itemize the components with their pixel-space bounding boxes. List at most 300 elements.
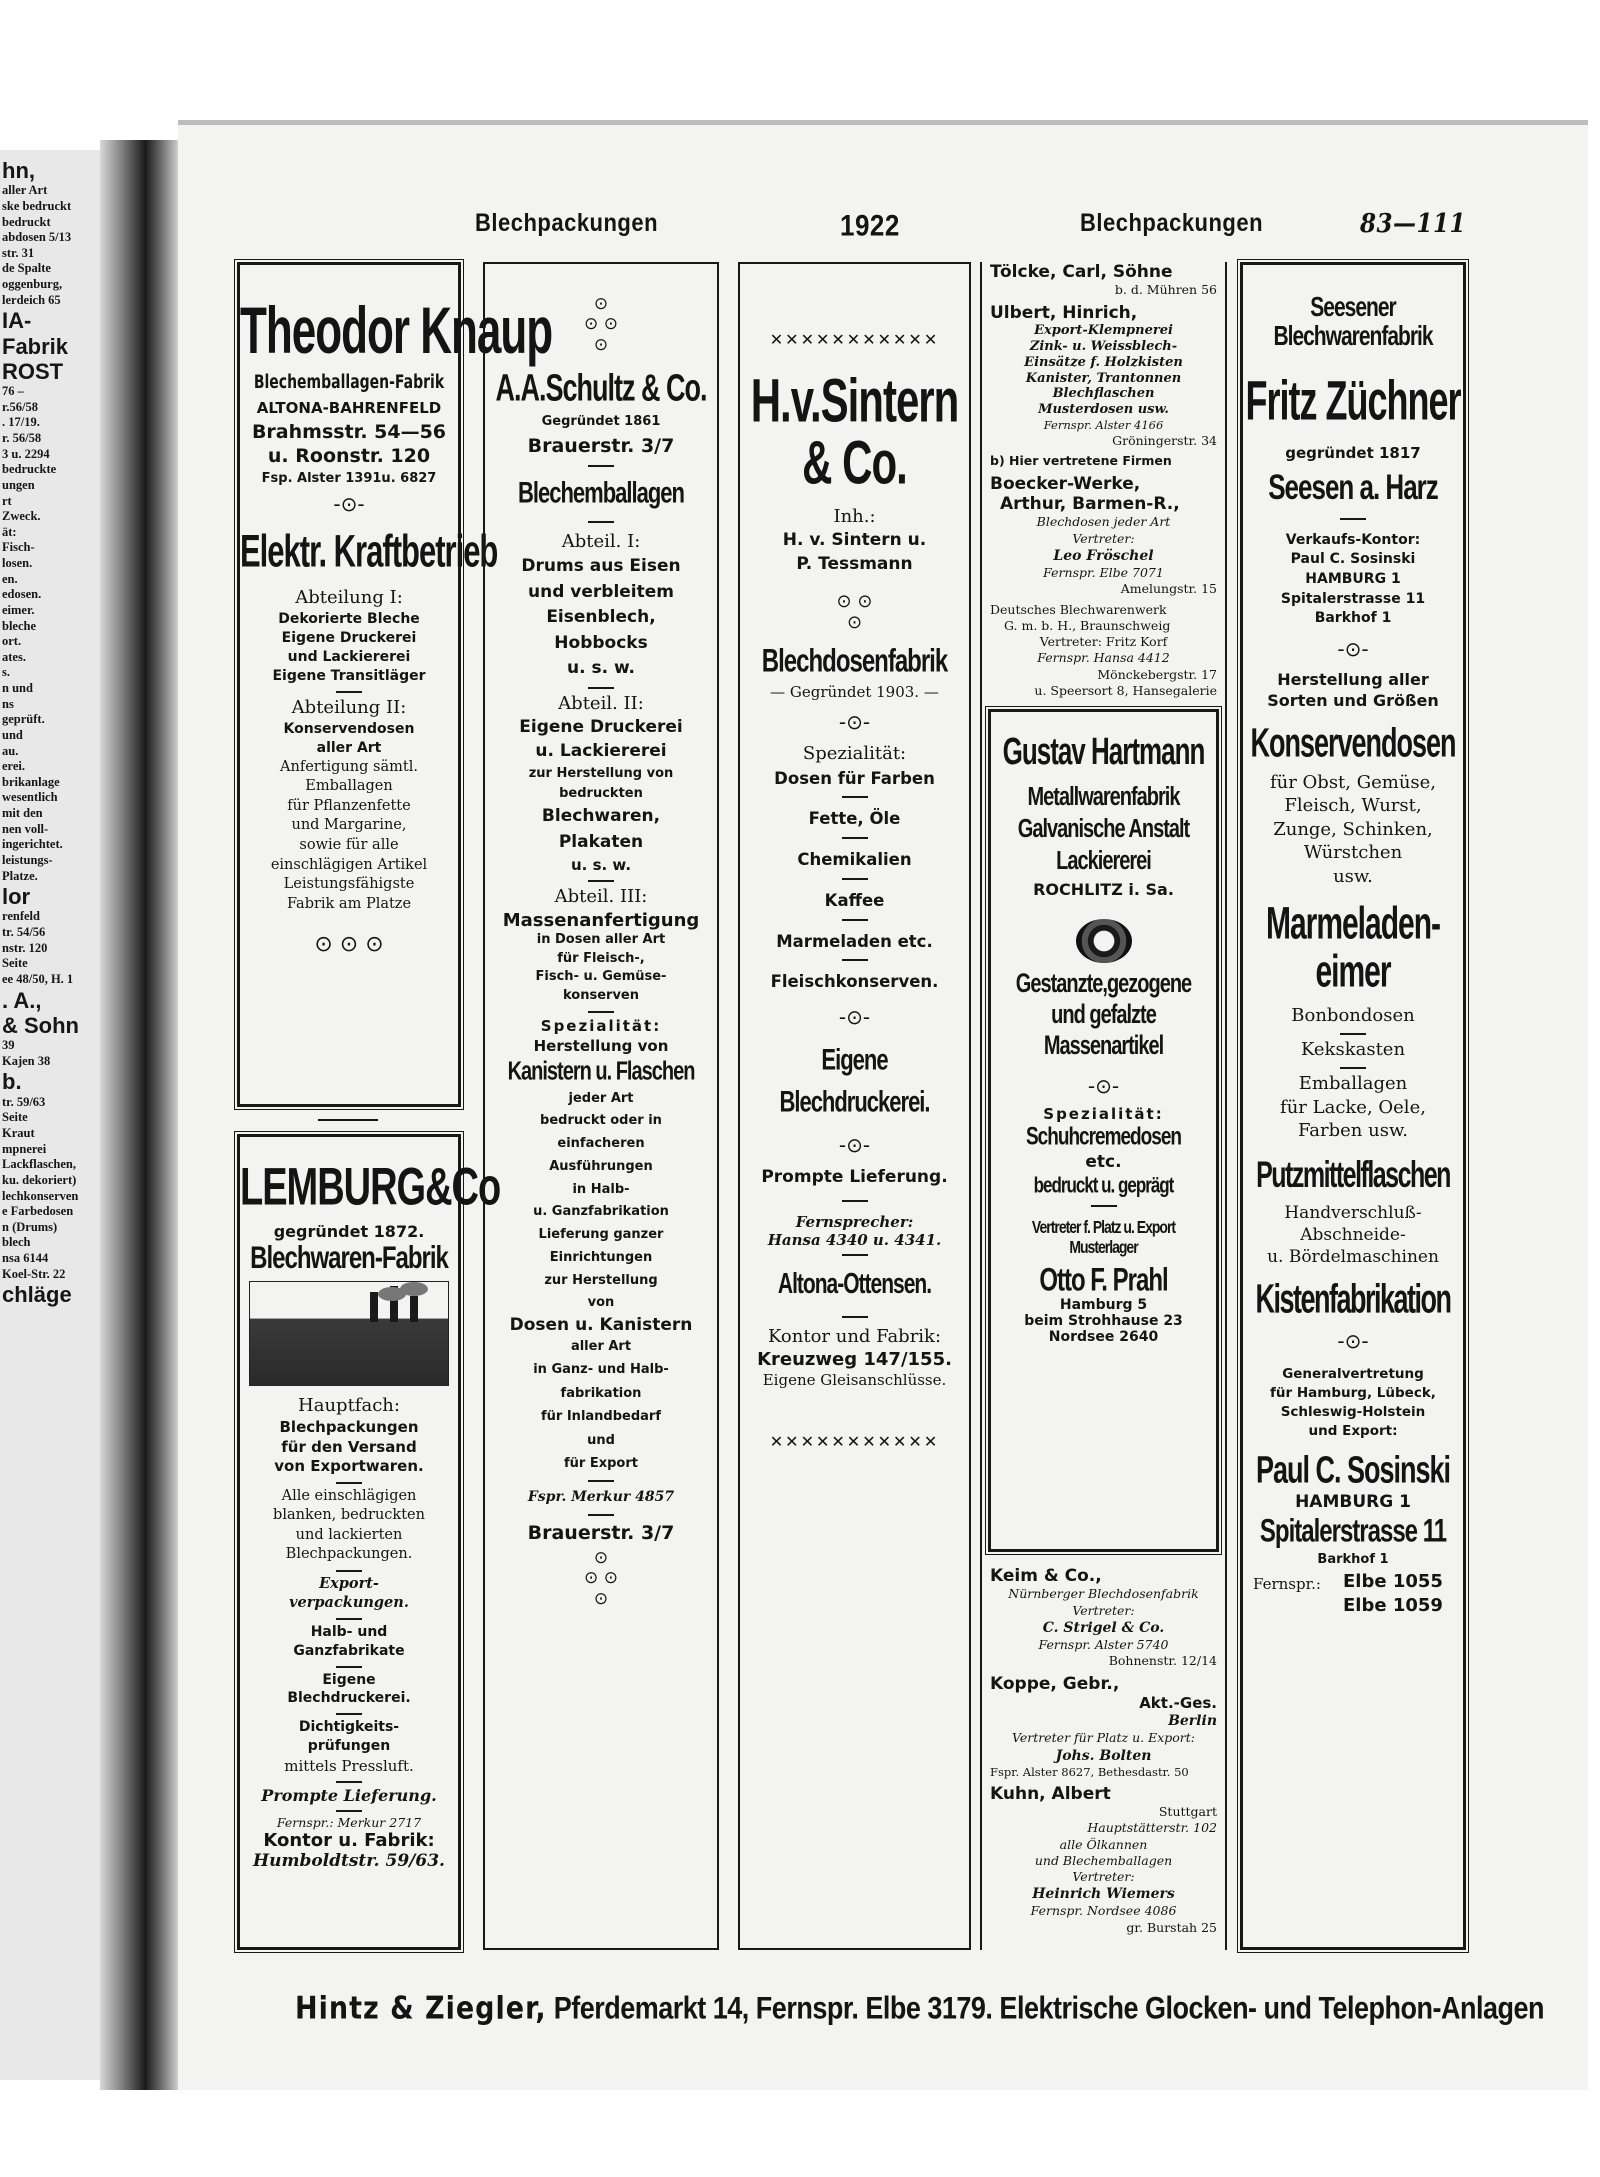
left-page-text: tr. 54/56 — [2, 925, 46, 940]
zuechner-phone — [1243, 1571, 1463, 1619]
dash — [485, 516, 717, 526]
zuechner-herstellung — [1243, 669, 1463, 712]
entry-line: Leo Fröschel — [1053, 547, 1154, 564]
entry-line: Akt.-Ges. — [1139, 1694, 1217, 1713]
entry-line: Fernspr. Nordsee 4086 — [1030, 1903, 1177, 1919]
lemburg-founded: gegründet 1872. — [273, 1222, 425, 1241]
hartmann-l9: etc. — [1085, 1152, 1122, 1173]
left-page-text: ns — [2, 696, 14, 711]
specialty-item: Marmeladen etc. — [776, 931, 933, 951]
dash — [740, 1311, 969, 1321]
x-border-bottom: ✕✕✕✕✕✕✕✕✕✕✕ — [769, 1432, 940, 1452]
text-line: Eigene Druckerei — [281, 630, 417, 647]
dash — [485, 682, 717, 692]
text-line: Konservendosen — [283, 721, 415, 738]
entry-line: alle Ölkannen — [1059, 1836, 1148, 1852]
factory-illustration — [249, 1281, 449, 1386]
lemburg-addr: Humboldtstr. 59/63. — [253, 1851, 445, 1872]
left-page-text: b. — [2, 1069, 22, 1095]
zuechner-fernspr: Fernspr.: — [1253, 1574, 1321, 1593]
ornament: -⊙- — [1337, 636, 1369, 661]
knaup-street1: Brahmsstr. 54—56 — [251, 420, 447, 443]
knaup-phone: Fsp. Alster 1391u. 6827 — [261, 471, 437, 487]
left-page-text: Seite — [2, 1110, 28, 1125]
bottom-ornament — [485, 1548, 717, 1609]
text-line: Ausführungen — [549, 1158, 653, 1174]
entry-deutsches-blechwarenwerk — [982, 602, 1225, 700]
schultz-heading: Blechemballagen — [518, 475, 684, 510]
entry-line: Fernspr. Elbe 7071 — [1043, 565, 1164, 581]
running-head-year: 1922 — [840, 207, 900, 243]
text-line: für den Versand — [281, 1437, 417, 1456]
text-line: jeder Art — [568, 1090, 634, 1106]
entry-line: Fernspr. Alster 4166 — [1043, 418, 1164, 433]
hartmann-l13: Otto F. Prahl — [1039, 1261, 1168, 1299]
text-line: von — [587, 1295, 615, 1311]
left-page-text: geprüft. — [2, 712, 45, 727]
hartmann-spec: Spezialität: — [1043, 1104, 1164, 1123]
left-page-text: ingerichtet. — [2, 837, 63, 852]
book-gutter — [100, 140, 178, 2090]
text-line: Dekorierte Bleche — [278, 611, 420, 628]
ad-theodor-knaup — [237, 262, 553, 1107]
hartmann-l5: Gestanzte,gezogene — [1015, 968, 1192, 999]
left-page-text: & Sohn — [2, 1012, 79, 1038]
text-line: Leistungsfähigste — [283, 876, 415, 893]
schultz-spec-big: Kanistern u. Flaschen — [507, 1057, 695, 1086]
tin-can-illustration — [1076, 919, 1132, 963]
text-line: bedruckt oder in — [540, 1113, 662, 1129]
left-page-text: Fisch- — [2, 540, 35, 555]
sintern-gleis: Eigene Gleisanschlüsse. — [762, 1371, 947, 1390]
entry-line: Stuttgart — [1158, 1804, 1217, 1820]
left-page-text: ort. — [2, 634, 22, 649]
lemburg-main-label: Hauptfach: — [298, 1395, 400, 1416]
hartmann-l15: beim Strohhause 23 — [1024, 1313, 1183, 1330]
text-line: Fisch- u. Gemüse- — [535, 969, 667, 985]
text-line: und — [587, 1432, 615, 1448]
zuechner-top2: Blechwarenfabrik — [1273, 321, 1433, 352]
sintern-hansa: Hansa 4340 u. 4341. — [767, 1230, 942, 1249]
sintern-kontor: Kontor und Fabrik: — [767, 1325, 942, 1347]
sintern-items — [740, 767, 969, 996]
text-line: Sorten und Größen — [1267, 691, 1439, 711]
text-line: Lieferung ganzer — [538, 1227, 664, 1243]
entry-line: Heinrich Wiemers — [1032, 1886, 1175, 1903]
entry-name: Ulbert, Hinrich, — [990, 302, 1138, 323]
text-line: ⊙ — [593, 334, 609, 355]
left-page-text: bedruckt — [2, 214, 51, 229]
sintern-inh: Inh.: — [833, 506, 876, 527]
entry-name: Koppe, Gebr., — [990, 1673, 1120, 1694]
text-line: Barkhof 1 — [1314, 610, 1392, 627]
entry-line: Fernspr. Hansa 4412 — [1037, 650, 1170, 666]
ornament: -⊙- — [838, 1132, 871, 1157]
text-line: Musterdosen usw. — [1038, 402, 1169, 418]
sintern-prompt: Prompte Lieferung. — [761, 1166, 948, 1187]
text-line: ⊙ — [846, 612, 863, 634]
dash — [991, 1200, 1216, 1210]
text-line: Paul C. Sosinski — [1290, 551, 1416, 568]
left-page-text: Seite — [2, 956, 28, 971]
lemburg-press: mittels Pressluft. — [284, 1757, 414, 1776]
entry-line: Fspr. Alster 8627, Bethesdastr. 50 — [990, 1764, 1189, 1779]
sintern-spec: Spezialität: — [802, 743, 907, 765]
text-line: Ganzfabrikate — [293, 1642, 405, 1659]
left-page-text: r.56/58 — [2, 399, 38, 414]
left-page-text: Zweck. — [2, 509, 41, 524]
lemburg-prompt: Prompte Lieferung. — [261, 1786, 437, 1806]
dash — [240, 1805, 458, 1815]
text-line: und Export: — [1308, 1422, 1398, 1439]
left-page-text: Platze. — [2, 868, 38, 883]
dash — [240, 1661, 458, 1671]
zuechner-fuer — [1243, 771, 1463, 888]
zuechner-hand — [1243, 1202, 1463, 1268]
lemburg-phone: Fernspr.: Merkur 2717 — [276, 1815, 422, 1831]
text-line: Schleswig-Holstein — [1280, 1403, 1426, 1420]
ornament: -⊙- — [333, 491, 365, 516]
left-page-text: brikanlage — [2, 774, 60, 789]
knaup-sub: Blechemballagen-Fabrik — [253, 372, 445, 394]
dash — [740, 791, 969, 807]
schultz-phone: Fspr. Merkur 4857 — [527, 1489, 675, 1506]
schultz-abt3-label: Abteil. III: — [554, 886, 648, 908]
entry-line: Vertreter: — [1072, 1869, 1135, 1885]
text-line: für Fleisch-, — [557, 950, 645, 966]
hartmann-l2: Galvanische Anstalt — [1017, 814, 1190, 844]
zuechner-place: Seesen a. Harz — [1268, 466, 1438, 507]
text-line: in Halb- — [572, 1181, 630, 1197]
text-line: einschlägigen Artikel — [270, 856, 428, 873]
column-3-sintern — [738, 262, 971, 1950]
text-line: u. Lackiererei — [535, 741, 667, 762]
text-line: und Margarine, — [291, 817, 407, 834]
left-page-text: hn, — [2, 158, 35, 183]
hartmann-l12: Musterlager — [1069, 1236, 1138, 1257]
zuechner-barkhof: Barkhof 1 — [1317, 1551, 1389, 1567]
schultz-street2: Brauerstr. 3/7 — [527, 1522, 675, 1545]
dash — [240, 1776, 458, 1786]
left-page-text: aller Art — [2, 183, 48, 198]
entry-line: Bohnenstr. 12/14 — [1108, 1653, 1217, 1669]
text-line: Blechwaren, — [541, 806, 661, 827]
zuechner-name: Fritz Züchner — [1245, 368, 1461, 432]
left-page-text: renfeld — [2, 909, 40, 924]
ad-lemburg — [237, 1134, 501, 1950]
zuechner-founded: gegründet 1817 — [1285, 443, 1421, 462]
zuechner-verkauf — [1243, 531, 1463, 629]
lemburg-export — [240, 1575, 458, 1613]
text-line: für Hamburg, Lübeck, — [1270, 1384, 1436, 1401]
dash — [740, 1195, 969, 1205]
lemburg-lines — [240, 1487, 458, 1565]
hartmann-l8: Schuhcremedosen — [1026, 1123, 1181, 1151]
zuechner-paul: Paul C. Sosinski — [1255, 1448, 1451, 1491]
text-line: Würstchen — [1303, 842, 1403, 864]
page-number: 83—111 — [1360, 207, 1467, 239]
text-line: Halb- und — [310, 1623, 388, 1640]
text-line: in Dosen aller Art — [536, 931, 666, 947]
left-page-text: erei. — [2, 759, 26, 774]
text-line: und lackierten — [295, 1526, 403, 1543]
hartmann-l4: ROCHLITZ i. Sa. — [1033, 880, 1174, 900]
knaup-street2: u. Roonstr. 120 — [267, 445, 431, 468]
schultz-abt2-end: u. s. w. — [570, 856, 632, 875]
sintern-eigene — [740, 1039, 969, 1123]
text-line: Einsätze f. Holzkisten — [1024, 354, 1183, 370]
left-page-text: edosen. — [2, 587, 42, 602]
text-line: Blechdruckerei. — [287, 1690, 411, 1707]
entry-line: Deutsches Blechwarenwerk — [990, 601, 1167, 617]
text-line: Herstellung aller — [1277, 669, 1429, 689]
text-line: Export- — [319, 1575, 379, 1593]
entry-line: gr. Burstah 25 — [1126, 1919, 1217, 1935]
knaup-abt2-label: Abteilung II: — [291, 696, 407, 718]
text-line: Emballagen — [1298, 1073, 1408, 1095]
left-page-text: wesentlich — [2, 790, 58, 805]
text-line: sowie für alle — [299, 837, 399, 854]
zuechner-kisten: Kistenfabrikation — [1255, 1276, 1451, 1322]
dash — [240, 1708, 458, 1718]
dash — [240, 1565, 458, 1575]
left-page-text: de Spalte — [2, 261, 51, 276]
schultz-founded: Gegründet 1861 — [541, 414, 661, 430]
lemburg-sub: Blechwaren-Fabrik — [250, 1240, 448, 1276]
left-page-text: . A., — [2, 987, 42, 1013]
zuechner-marm1: Marmeladen- — [1265, 899, 1441, 949]
text-line: Zink- u. Weissblech- — [1029, 338, 1178, 354]
running-head-right: Blechpackungen — [1080, 207, 1264, 237]
dash — [1243, 1062, 1463, 1072]
left-page-text: r. 56/58 — [2, 431, 42, 446]
hartmann-l11: Vertreter f. Platz u. Export — [1031, 1216, 1176, 1237]
text-line: aller Art — [316, 739, 382, 756]
text-line: Drums aus Eisen — [521, 556, 681, 577]
left-page-text: lor — [2, 884, 31, 910]
ornament-three: ⊙ ⊙ ⊙ — [314, 932, 384, 958]
text-line: Fleisch, Wurst, — [1284, 795, 1422, 817]
text-line: Alle einschlägigen — [281, 1487, 417, 1504]
text-line: blanken, bedruckten — [273, 1507, 425, 1524]
text-line: P. Tessmann — [796, 554, 913, 575]
dash — [740, 914, 969, 930]
dash — [485, 1509, 717, 1519]
column-1 — [233, 262, 553, 1950]
schultz-name: A.A.Schultz & Co. — [495, 366, 707, 409]
left-page-text: ske bedruckt — [2, 198, 72, 213]
text-line: für Pflanzenfette — [287, 797, 411, 814]
dash — [485, 1475, 717, 1485]
text-line: Eigene Druckerei — [519, 717, 683, 738]
left-page-text: eimer. — [2, 602, 35, 617]
section-heading: b) Hier vertretene Firmen — [990, 453, 1172, 469]
text-line: für Inlandbedarf — [541, 1409, 661, 1425]
left-page-text: lechkonserven — [2, 1188, 79, 1203]
knaup-abt2-list — [240, 758, 458, 915]
zuechner-elbe2: Elbe 1059 — [1343, 1594, 1443, 1616]
entry-line: Gröningerstr. 34 — [1112, 433, 1217, 449]
left-page-text: 39 — [2, 1038, 15, 1053]
hartmann-l10: bedruckt u. geprägt — [1033, 1173, 1174, 1199]
dash — [485, 875, 717, 885]
knaup-abt1-list — [240, 610, 458, 686]
hartmann-l6: und gefalzte — [1051, 999, 1156, 1030]
left-page-text: oggenburg, — [2, 277, 63, 292]
text-line: für Obst, Gemüse, — [1269, 771, 1437, 793]
entry-line: Hauptstätterstr. 102 — [1087, 1820, 1217, 1836]
entry-toelcke — [982, 262, 1225, 299]
left-page-text: Kraut — [2, 1126, 35, 1140]
top-ornament — [485, 294, 717, 355]
hartmann-name: Gustav Hartmann — [1002, 729, 1205, 773]
entry-line: Mönckebergstr. 17 — [1097, 666, 1217, 682]
text-line: usw. — [1333, 865, 1373, 887]
sintern-place: Altona-Ottensen. — [777, 1268, 932, 1300]
schultz-abt1-list — [485, 554, 717, 682]
text-line: Blechflaschen — [1052, 386, 1155, 402]
entry-name: Tölcke, Carl, Söhne — [990, 262, 1173, 282]
left-page-text: 76 – — [2, 384, 24, 399]
text-line: Kanister, Trantonnen — [1025, 370, 1182, 386]
specialty-item: Fleischkonserven. — [770, 972, 939, 992]
zuechner-putz: Putzmittelflaschen — [1256, 1153, 1450, 1196]
text-line: H. v. Sintern u. — [782, 530, 927, 551]
text-line: für Lacke, Oele, — [1280, 1096, 1426, 1118]
hartmann-l14: Hamburg 5 — [1059, 1297, 1148, 1314]
column-5-zuechner — [1240, 262, 1466, 1950]
entry-line: Vertreter: Fritz Korf — [1039, 634, 1168, 650]
entry-line: Vertreter: — [1072, 1602, 1135, 1618]
left-page-text: Kajen 38 — [2, 1053, 51, 1068]
ad-gustav-hartmann — [988, 709, 1219, 1552]
left-page-text: losen. — [2, 556, 33, 571]
knaup-place: ALTONA-BAHRENFELD — [256, 399, 442, 418]
dash — [1243, 513, 1463, 523]
entry-line: Amelungstr. 15 — [1120, 581, 1217, 597]
entry-line: Blechdosen jeder Art — [1036, 514, 1171, 530]
entry-line: Nürnberger Blechdosenfabrik — [1008, 1586, 1199, 1602]
text-line: u. s. w. — [566, 658, 636, 679]
left-page-text: ät: — [2, 524, 17, 539]
hartmann-l16: Nordsee 2640 — [1048, 1329, 1159, 1346]
text-line: in Ganz- und Halb- — [533, 1362, 669, 1378]
sintern-name2: & Co. — [802, 428, 907, 497]
sintern-fern: Fernsprecher: — [795, 1212, 914, 1231]
column-2-schultz — [483, 262, 719, 1950]
text-line: für Export — [564, 1456, 638, 1472]
column-4-listings — [980, 262, 1227, 1950]
sintern-heading: Blechdosenfabrik — [761, 643, 948, 680]
zuechner-marm2: eimer — [1315, 947, 1391, 997]
dash — [740, 954, 969, 970]
text-line: Fabrik am Platze — [286, 895, 412, 912]
entry-line: Vertreter: — [1072, 530, 1135, 546]
text-line: Dichtigkeits- — [298, 1719, 400, 1736]
text-line: prüfungen — [307, 1738, 391, 1755]
specialty-item: Chemikalien — [797, 850, 912, 870]
footer-firm: Hintz & Ziegler, — [295, 1990, 547, 2027]
schultz-spec-line: Herstellung von — [533, 1037, 669, 1056]
text-line: Abschneide- — [1300, 1224, 1406, 1245]
schultz-abt2-label: Abteil. II: — [558, 692, 644, 714]
left-page-text: Koel-Str. 22 — [2, 1266, 66, 1281]
left-page-text: mit den — [2, 806, 43, 821]
entry-name: Arthur, Barmen-R., — [1000, 494, 1180, 515]
text-line: Handverschluß- — [1284, 1202, 1422, 1223]
zuechner-general — [1243, 1365, 1463, 1441]
zuechner-top1: Seesener — [1310, 292, 1396, 323]
dash — [740, 1249, 969, 1259]
dash — [240, 686, 458, 696]
sintern-owners — [740, 529, 969, 577]
text-line: Blechdruckerei. — [779, 1084, 930, 1119]
text-line: Export-Klempnerei — [1034, 323, 1173, 339]
dash — [240, 1477, 458, 1487]
hartmann-l1: Metallwarenfabrik — [1027, 782, 1180, 812]
left-page-text: str. 31 — [2, 245, 35, 260]
text-line: fabrikation — [560, 1385, 642, 1401]
left-page-text: ku. dekoriert) — [2, 1172, 77, 1187]
left-page-text: ates. — [2, 649, 26, 664]
text-line: ⊙ ⊙ — [836, 590, 873, 612]
text-line: ⊙ ⊙ — [584, 314, 618, 335]
left-page-text: nen voll- — [2, 821, 49, 836]
entry-line: b. d. Mühren 56 — [1114, 282, 1217, 298]
schultz-abt3-head: Massenanfertigung — [502, 909, 700, 931]
left-page-text: mpnerei — [2, 1141, 47, 1156]
text-line: und verbleitem — [527, 581, 674, 602]
knaup-heading2: Elektr. Kraftbetrieb — [240, 525, 498, 577]
ornament: -⊙- — [1087, 1073, 1120, 1098]
entry-line: u. Speersort 8, Hansegalerie — [1034, 682, 1217, 698]
left-page-text: e Farbedosen — [2, 1204, 74, 1219]
entry-line: Vertreter für Platz u. Export: — [1012, 1730, 1195, 1746]
text-line: ⊙ — [593, 1588, 609, 1609]
specialty-item: Dosen für Farben — [774, 768, 935, 788]
left-page-text: Fabrik — [2, 333, 69, 359]
entry-kuhn — [982, 1784, 1225, 1936]
sintern-founded: — Gegründet 1903. — — [770, 683, 939, 702]
schultz-dosen: Dosen u. Kanistern — [509, 1315, 693, 1336]
text-line: Eigene Transitläger — [272, 667, 426, 684]
entry-line: Berlin — [1168, 1713, 1217, 1730]
lemburg-dicht — [240, 1718, 458, 1756]
left-page-text: nsa 6144 — [2, 1251, 49, 1265]
text-line: Blechpackungen — [279, 1418, 419, 1437]
text-line: Generalvertretung — [1282, 1365, 1424, 1382]
lemburg-kontor: Kontor u. Fabrik: — [263, 1830, 435, 1852]
text-line: Farben usw. — [1298, 1120, 1408, 1142]
entry-section-heading — [982, 453, 1225, 469]
schultz-abt2-big — [485, 804, 717, 855]
text-line: Eigene — [322, 1671, 376, 1688]
x-border-top: ✕✕✕✕✕✕✕✕✕✕✕ — [769, 330, 940, 349]
schultz-street: Brauerstr. 3/7 — [527, 434, 675, 457]
text-line: und Lackiererei — [287, 648, 411, 665]
text-line: ⊙ — [593, 294, 609, 314]
left-page-text: en. — [2, 571, 18, 586]
entry-name: Kuhn, Albert — [990, 1783, 1111, 1804]
schultz-spec-list — [485, 1088, 717, 1316]
running-head-left: Blechpackungen — [475, 207, 659, 237]
text-line: Spitalerstrasse 11 — [1280, 590, 1426, 607]
footer-advertisement — [295, 1990, 1545, 2027]
text-line: Eigene — [821, 1042, 888, 1077]
knaup-name: Theodor Knaup — [240, 294, 553, 368]
text-line: aller Art — [570, 1339, 632, 1355]
dash — [740, 873, 969, 889]
